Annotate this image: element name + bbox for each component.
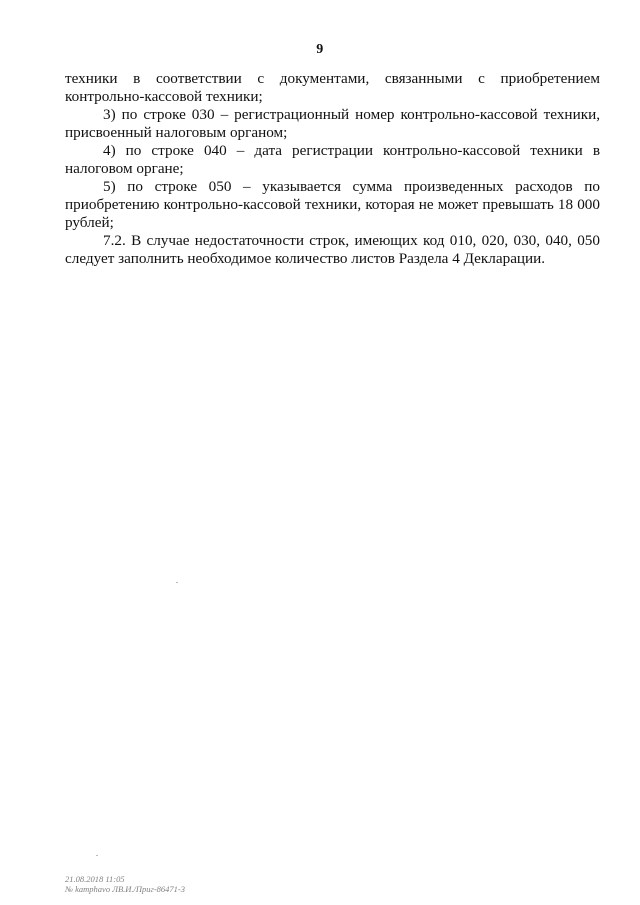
paragraph-continuation: техники в соответствии с документами, связанными с приобретением контрольно-кассовой техники; — [65, 70, 600, 105]
footer-timestamp: 21.08.2018 11:05 — [65, 874, 125, 884]
scan-speck — [96, 855, 98, 856]
footer-stamp — [65, 874, 185, 894]
page-number: 9 — [316, 42, 324, 57]
footer-document-code: № kamphavo ЛВ.И./Приг-86471-3 — [65, 884, 186, 894]
paragraph-item-3: 3) по строке 030 – регистрационный номер контрольно-кассовой техники, присвоенный налоговым органом; — [65, 106, 600, 141]
paragraph-7-2: 7.2. В случае недостаточности строк, имеющих код 010, 020, 030, 040, 050 следует заполнить необходимое количество листов Раздела 4 Декларации. — [65, 232, 600, 267]
scan-speck — [176, 582, 178, 583]
paragraph-item-4: 4) по строке 040 – дата регистрации контрольно-кассовой техники в налоговом органе; — [65, 142, 600, 177]
document-body — [65, 70, 600, 268]
paragraph-item-5: 5) по строке 050 – указывается сумма произведенных расходов по приобретению контрольно-кассовой техники, которая не может превышать 18 000 рублей; — [65, 178, 600, 231]
